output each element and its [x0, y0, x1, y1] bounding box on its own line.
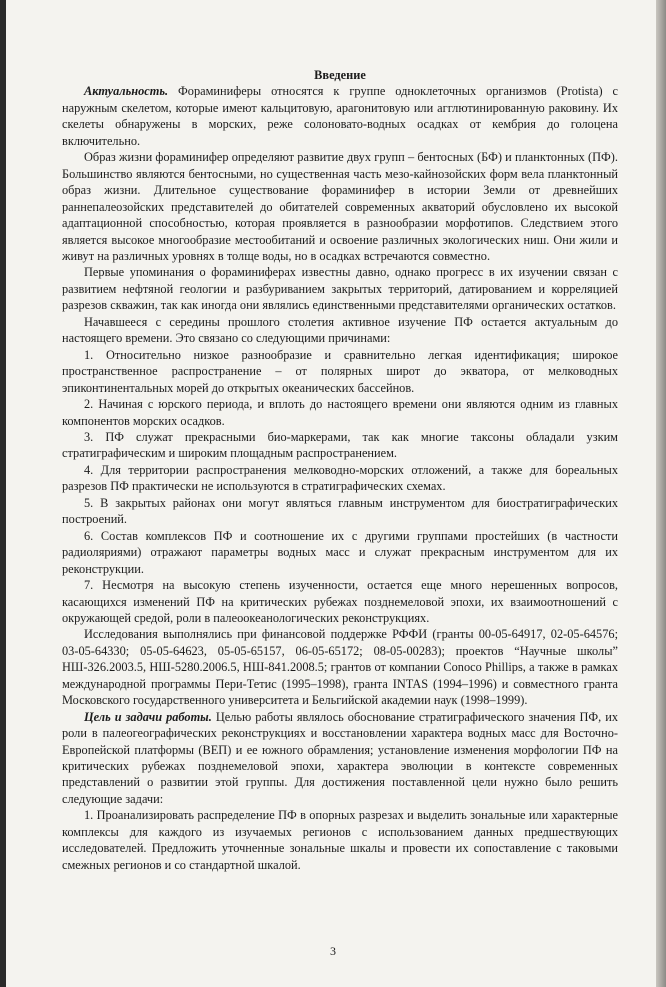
reason-item: 6. Состав комплексов ПФ и соотношение их с другими группами простейших (в частности радиоляриями) отражают параметры водных масс и служат прекрасным инструментом для их реконструкции.	[62, 528, 618, 576]
paragraph-reasons-intro: Начавшееся с середины прошлого столетия активное изучение ПФ остается актуальным до настоящего времени. Это связано со следующими причинами:	[62, 314, 618, 346]
term-goals: Цель и задачи работы.	[84, 709, 212, 724]
paragraph-goals	[62, 709, 618, 808]
reason-item: 3. ПФ служат прекрасными био-маркерами, так как многие таксоны обладали узким стратиграфическим и широким площадным распространением.	[62, 429, 618, 461]
paragraph-relevance	[62, 83, 618, 149]
term-relevance: Актуальность.	[84, 84, 169, 99]
reason-item: 5. В закрытых районах они могут являться главным инструментом для биостратиграфических построений.	[62, 495, 618, 527]
paragraph-relevance-text: Фораминиферы относятся к группе одноклеточных организмов (Protista) с наружным скелетом, которые имеют кальцитовую, арагонитовую или агглютинированную раковину. Их скелеты обнаружены в морских, реже солоновато-водных осадках от кембрия до голоцена включительно.	[62, 84, 618, 148]
paragraph-funding: Исследования выполнялись при финансовой поддержке РФФИ (гранты 00-05-64917, 02-05-64576; 03-05-64330; 05-05-64623, 05-05-65157, 06-05-65172; 08-05-00283); проектов “Научные школы” НШ-326.2003.5, НШ-5280.2006.5, НШ-841.2008.5; грантов от компании Conoco Phillips, а также в рамках международной программы Пери-Тетис (1995–1998), гранта INTAS (1994–1996) и совместного гранта Московского государственного университета и Бельгийской академии наук (1998–1999).	[62, 627, 618, 708]
section-heading: Введение	[314, 68, 366, 82]
page-number: 3	[330, 944, 336, 958]
reason-item: 4. Для территории распространения мелководно-морских отложений, а также для бореальных разрезов ПФ практически не используются в стратиграфических схемах.	[62, 462, 618, 494]
reason-item: 2. Начиная с юрского периода, и вплоть до настоящего времени они являются одним из главных компонентов морских осадков.	[62, 397, 618, 428]
reason-item: 7. Несмотря на высокую степень изученности, остается еще много нерешенных вопросов, касающихся изменений ПФ на критических рубежах позднемеловой эпохи, их взаимоотношений с окружающей средой, роли в палеоокеанологических реконструкциях.	[62, 578, 618, 625]
page-body	[62, 67, 618, 873]
task-item: 1. Проанализировать распределение ПФ в опорных разрезах и выделить зональные или характерные комплексы для каждого из изучаемых регионов с использованием данных предшествующих исследователей. Предложить уточненные зональные шкалы и провести их сопоставление с таковыми смежных регионов и со стандартной шкалой.	[62, 808, 618, 872]
scan-left-edge	[0, 0, 6, 987]
paragraph-first-mentions: Первые упоминания о фораминиферах известны давно, однако прогресс в их изучении связан с развитием нефтяной геологии и разбуриванием закрытых территорий, датированием и корреляцией разрезов скважин, так как иногда они являлись единственными представителями органических остатков.	[62, 265, 618, 313]
paragraph-goals-text: Целью работы являлось обоснование стратиграфического значения ПФ, их роли в палеогеографических реконструкциях и восстановлении характера водных масс для Восточно-Европейской платформы (ВЕП) и ее южного обрамления; установление изменения морфологии ПФ на критических рубежах позднемеловой эпохи, характера эволюции в контексте современных представлений о развитии этой группы. Для достижения поставленной цели нужно было решить следующие задачи:	[62, 709, 618, 806]
reason-item: 1. Относительно низкое разнообразие и сравнительно легкая идентификация; широкое пространственное распространение – от полярных широт до экватора, от мелководных эпиконтинентальных морей до открытых океанических бассейнов.	[62, 347, 618, 395]
paragraph-lifestyle: Образ жизни фораминифер определяют развитие двух групп – бентосных (БФ) и планктонных (ПФ). Большинство являются бентосными, но существенная часть мезо-кайнозойских форм вела планктонный образ жизни. Длительное существование фораминифер в истории Земли от древнейших раннепалеозойских представителей до обитателей современных акваторий обусловлено их высокой адаптационной способностью, которая проявляется в разнообразии морфотипов. Следствием этого является высокое многообразие местообитаний и освоение различных экологических ниш. Они жили и живут на различных уровнях в толще воды, но в осадках встречаются совместно.	[62, 150, 618, 263]
scan-right-edge	[656, 0, 666, 987]
